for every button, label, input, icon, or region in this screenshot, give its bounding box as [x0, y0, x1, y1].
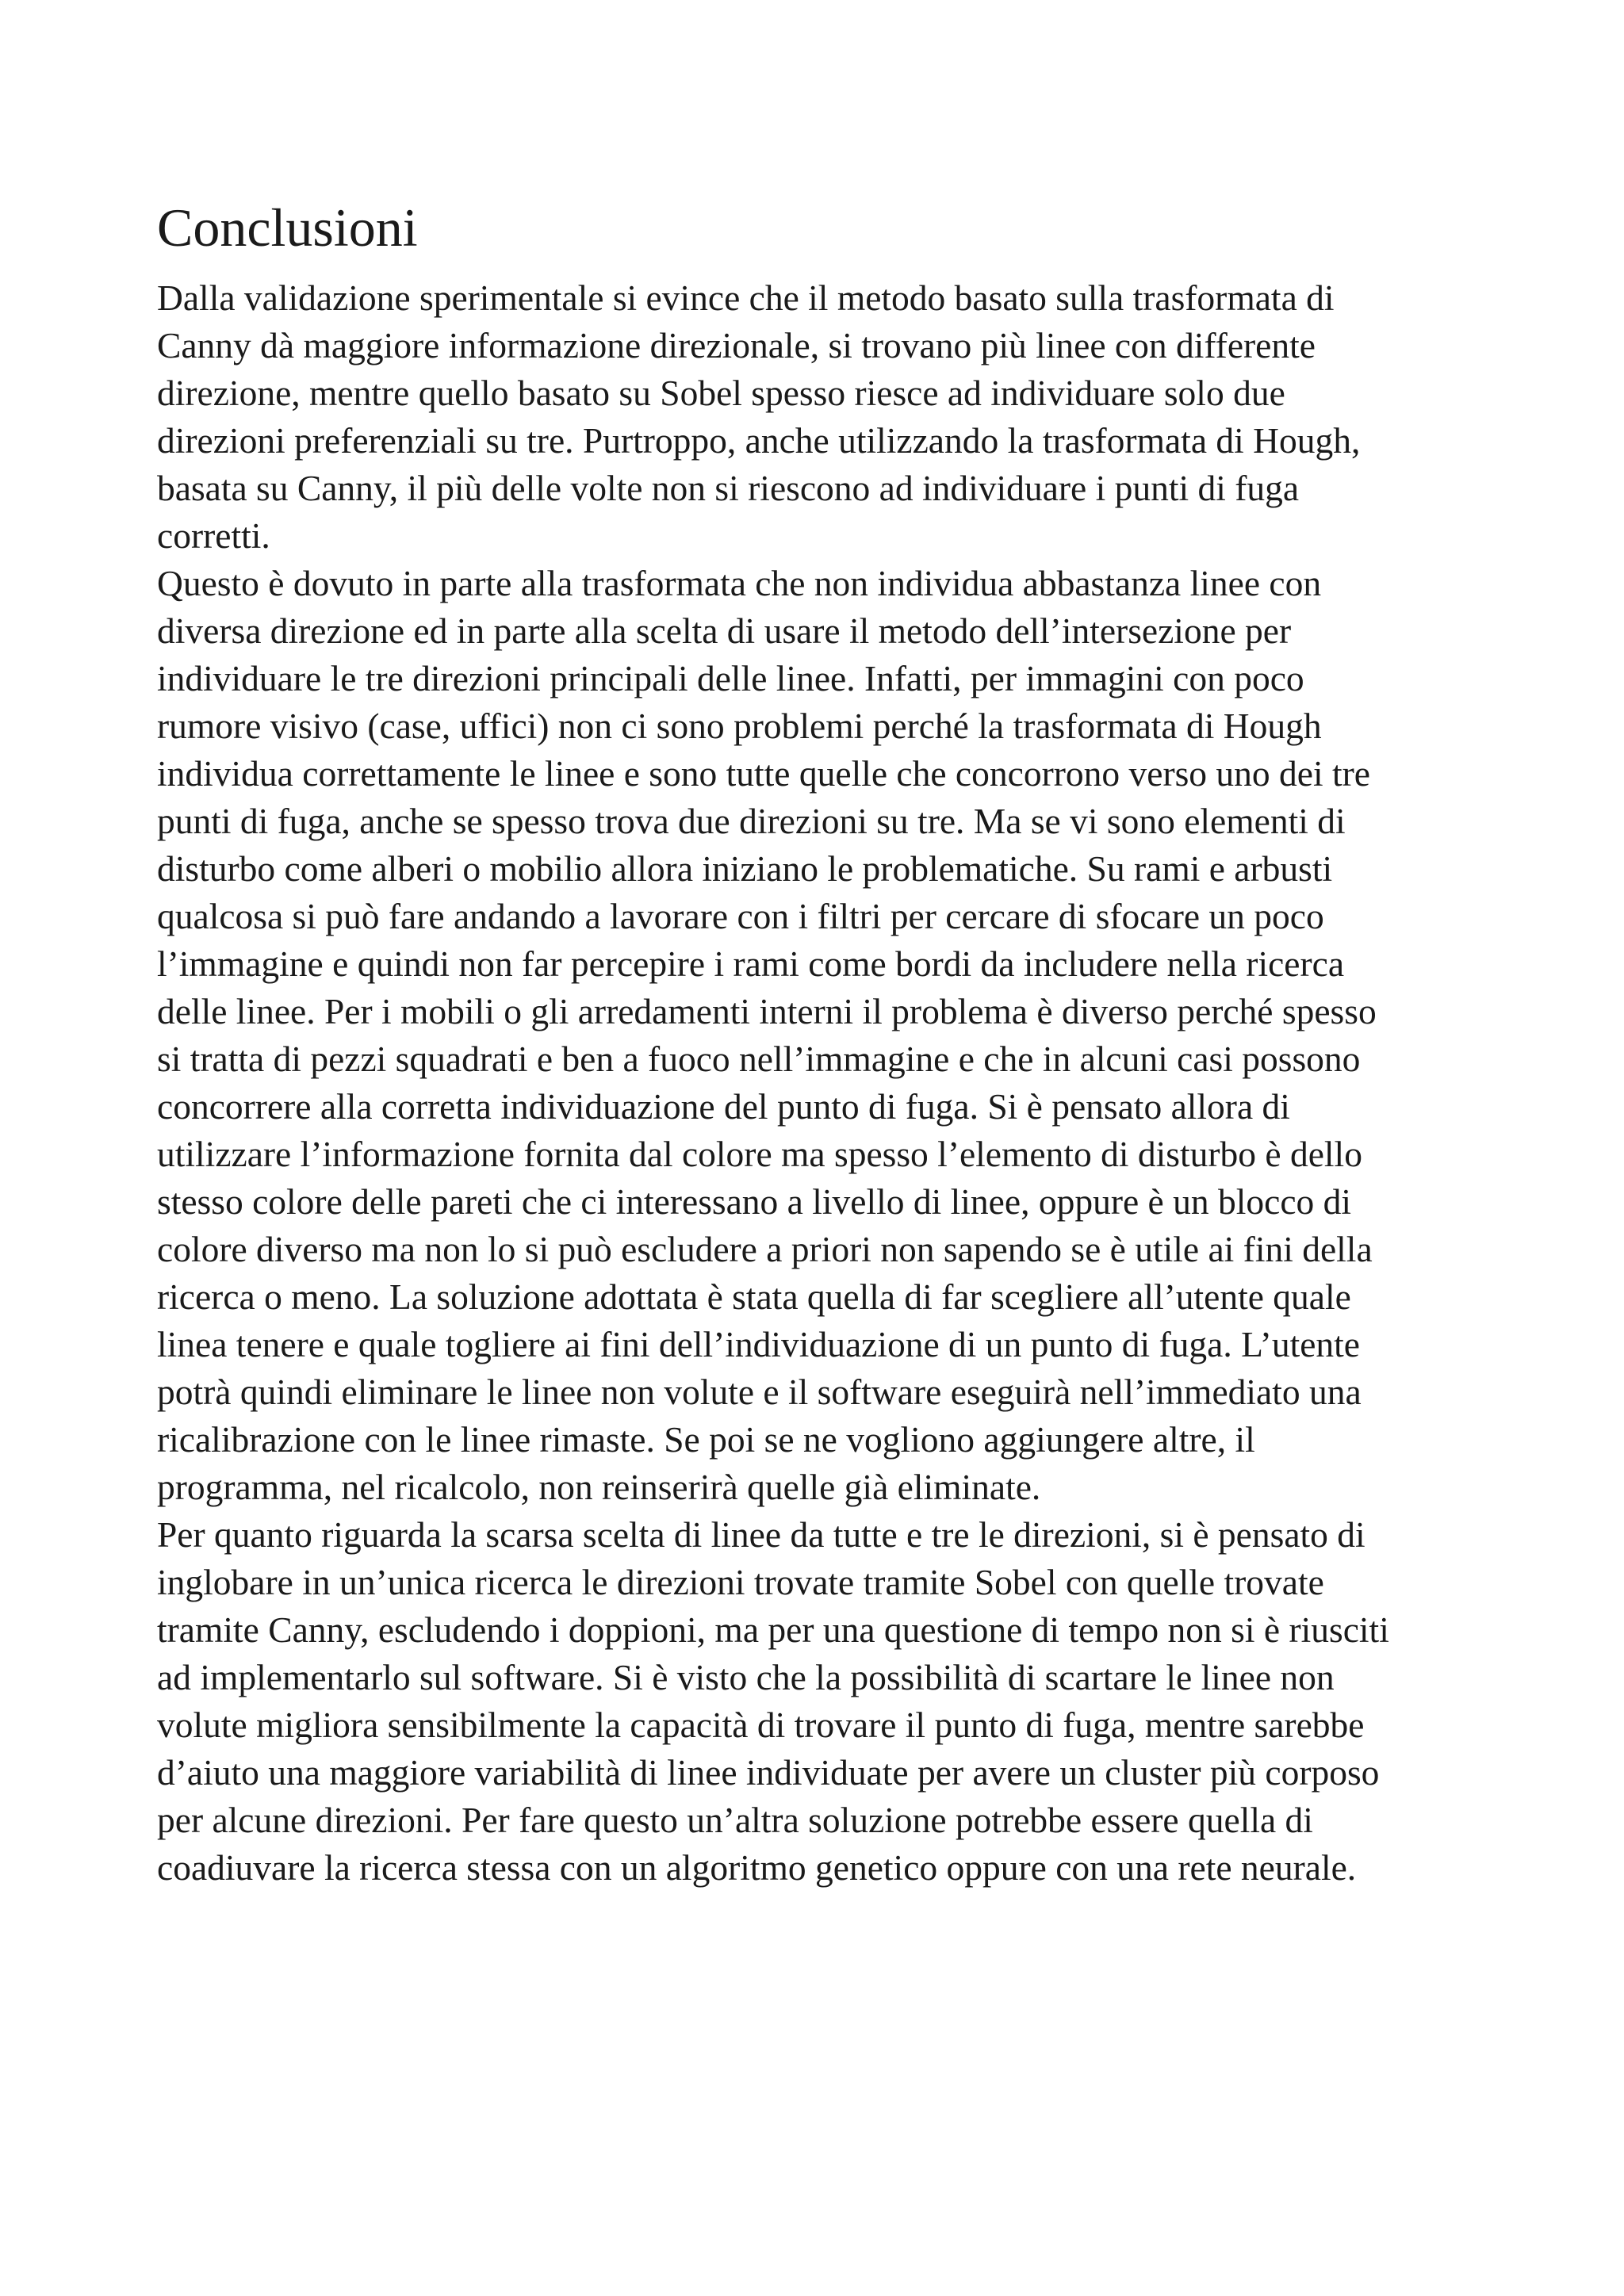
text-line: Canny dà maggiore informazione direzionale, si trovano più linee con differente: [157, 325, 1316, 365]
text-line: inglobare in un’unica ricerca le direzioni trovate tramite Sobel con quelle trovate: [157, 1562, 1324, 1602]
text-line: ricalibrazione con le linee rimaste. Se poi se ne vogliono aggiungere altre, il: [157, 1419, 1255, 1460]
text-line: Questo è dovuto in parte alla trasformata che non individua abbastanza linee con: [157, 563, 1322, 603]
text-line: disturbo come alberi o mobilio allora iniziano le problematiche. Su rami e arbusti: [157, 848, 1333, 889]
text-line: coadiuvare la ricerca stessa con un algoritmo genetico oppure con una rete neurale.: [157, 1847, 1357, 1888]
text-line: ad implementarlo sul software. Si è visto che la possibilità di scartare le linee non: [157, 1657, 1335, 1697]
text-line: potrà quindi eliminare le linee non volute e il software eseguirà nell’immediato una: [157, 1372, 1362, 1412]
text-line: d’aiuto una maggiore variabilità di linee individuate per avere un cluster più corposo: [157, 1752, 1380, 1793]
text-line: direzioni preferenziali su tre. Purtroppo, anche utilizzando la trasformata di Hough,: [157, 420, 1361, 461]
text-line: individua correttamente le linee e sono tutte quelle che concorrono verso uno dei tre: [157, 753, 1371, 794]
text-line: direzione, mentre quello basato su Sobel spesso riesce ad individuare solo due: [157, 373, 1285, 413]
text-line: tramite Canny, escludendo i doppioni, ma per una questione di tempo non si è riusciti: [157, 1609, 1389, 1650]
text-line: qualcosa si può fare andando a lavorare con i filtri per cercare di sfocare un poco: [157, 896, 1324, 936]
text-line: Per quanto riguarda la scarsa scelta di linee da tutte e tre le direzioni, si è pensato di: [157, 1514, 1365, 1555]
text-line: ricerca o meno. La soluzione adottata è stata quella di far scegliere all’utente quale: [157, 1276, 1351, 1317]
text-line: utilizzare l’informazione fornita dal colore ma spesso l’elemento di disturbo è dello: [157, 1134, 1362, 1174]
text-line: si tratta di pezzi squadrati e ben a fuoco nell’immagine e che in alcuni casi possono: [157, 1039, 1361, 1079]
text-line: rumore visivo (case, uffici) non ci sono problemi perché la trasformata di Hough: [157, 706, 1322, 746]
text-line: punti di fuga, anche se spesso trova due direzioni su tre. Ma se vi sono elementi di: [157, 801, 1346, 841]
body-text: [157, 274, 1497, 1892]
text-line: colore diverso ma non lo si può escludere a priori non sapendo se è utile ai fini della: [157, 1229, 1373, 1269]
text-line: diversa direzione ed in parte alla scelta di usare il metodo dell’intersezione per: [157, 610, 1292, 651]
page-title: Conclusioni: [157, 197, 418, 258]
text-line: concorrere alla corretta individuazione del punto di fuga. Si è pensato allora di: [157, 1086, 1290, 1127]
text-line: stesso colore delle pareti che ci interessano a livello di linee, oppure è un blocco di: [157, 1181, 1352, 1222]
text-line: individuare le tre direzioni principali delle linee. Infatti, per immagini con poco: [157, 658, 1304, 698]
text-line: delle linee. Per i mobili o gli arredamenti interni il problema è diverso perché spesso: [157, 991, 1377, 1031]
text-line: Dalla validazione sperimentale si evince che il metodo basato sulla trasformata di: [157, 277, 1335, 318]
text-line: corretti.: [157, 515, 270, 556]
text-line: per alcune direzioni. Per fare questo un’altra soluzione potrebbe essere quella di: [157, 1800, 1313, 1840]
text-line: programma, nel ricalcolo, non reinserirà quelle già eliminate.: [157, 1467, 1041, 1507]
text-line: basata su Canny, il più delle volte non si riescono ad individuare i punti di fuga: [157, 468, 1300, 508]
text-line: l’immagine e quindi non far percepire i rami come bordi da includere nella ricerca: [157, 943, 1345, 984]
text-line: linea tenere e quale togliere ai fini dell’individuazione di un punto di fuga. L’utente: [157, 1324, 1361, 1364]
document-content: [157, 197, 1497, 1892]
text-line: volute migliora sensibilmente la capacità di trovare il punto di fuga, mentre sarebbe: [157, 1705, 1365, 1745]
